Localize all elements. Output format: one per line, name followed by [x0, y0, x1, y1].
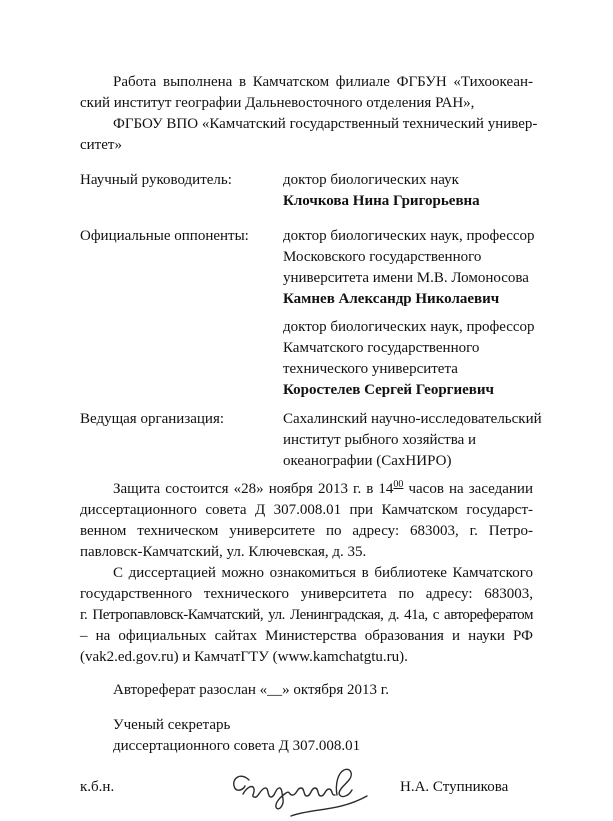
- library-line4: – на официальных сайтах Министерства образования и науки РФ: [80, 628, 533, 644]
- intro-p1-line2: ский институт географии Дальневосточного отделения РАН»,: [80, 95, 475, 111]
- opponents-value: [283, 226, 533, 401]
- opponent1-line3: университета имени М.В. Ломоносова: [283, 270, 529, 286]
- library-line1: С диссертацией можно ознакомиться в библиотеке Камчатского: [113, 565, 533, 581]
- library-line2: государственного технического университета по адресу: 683003,: [80, 586, 533, 602]
- secretary-block: [80, 715, 533, 757]
- opponent-first: [283, 226, 533, 310]
- supervisor-label: Научный руководитель:: [80, 172, 232, 188]
- secretary-line2: диссертационного совета Д 307.008.01: [113, 738, 361, 754]
- defense-line4: павловск-Камчатский, ул. Ключевская, д. 35.: [80, 544, 367, 560]
- defense-line1: [80, 474, 533, 500]
- defense-line3: венном техническом университете по адресу: 683003, г. Петро-: [80, 523, 533, 539]
- opponents-row: [80, 226, 533, 401]
- secretary-line1: Ученый секретарь: [113, 717, 231, 733]
- handwritten-signature: [228, 766, 373, 821]
- library-paragraph: [80, 563, 533, 668]
- leading-org-line1: Сахалинский научно-исследовательский: [283, 411, 542, 427]
- opponent1-line2: Московского государственного: [283, 249, 482, 265]
- signature-row: [80, 769, 533, 821]
- opponent1-name: Камнев Александр Николаевич: [283, 291, 500, 307]
- defense-line2: диссертационного совета Д 307.008.01 при Камчатском государст-: [80, 502, 533, 518]
- intro-paragraph-2: [80, 114, 538, 156]
- intro-paragraph-1: [80, 72, 533, 114]
- defense-line1-post: часов на заседании: [403, 481, 533, 497]
- intro-p2-line1: ФГБОУ ВПО «Камчатский государственный технический универ-: [113, 116, 538, 132]
- defense-line1-pre: Защита состоится «28» ноября 2013 г. в 14: [113, 481, 394, 497]
- defense-paragraph: [80, 474, 533, 563]
- intro-p1-line1: Работа выполнена в Камчатском филиале ФГБУН «Тихоокеан-: [113, 74, 533, 90]
- abstract-mailed-line: Автореферат разослан «__» октября 2013 г.: [113, 682, 389, 698]
- leading-org-value: [283, 409, 542, 472]
- opponent-second: [283, 317, 533, 401]
- opponent2-name: Коростелев Сергей Георгиевич: [283, 382, 494, 398]
- defense-time-superscript: 00: [393, 479, 404, 490]
- leading-org-row: [80, 409, 542, 472]
- supervisor-value: [283, 170, 533, 212]
- leading-org-line3: океанографии (СахНИРО): [283, 453, 452, 469]
- opponent2-line3: технического университета: [283, 361, 458, 377]
- opponent2-line2: Камчатского государственного: [283, 340, 480, 356]
- intro-p2-line2: ситет»: [80, 137, 122, 153]
- signoff-name: Н.А. Ступникова: [400, 779, 509, 795]
- library-line3: г. Петропавловск-Камчатский, ул. Ленинградская, д. 41а, с авторефератом: [80, 607, 533, 623]
- supervisor-row: [80, 170, 533, 212]
- leading-org-line2: институт рыбного хозяйства и: [283, 432, 477, 448]
- library-line5: (vak2.ed.gov.ru) и КамчатГТУ (www.kamchatgtu.ru).: [80, 649, 408, 665]
- opponent2-line1: доктор биологических наук, профессор: [283, 319, 535, 335]
- opponents-label: Официальные оппоненты:: [80, 228, 249, 244]
- leading-org-label: Ведущая организация:: [80, 411, 225, 427]
- supervisor-degree: доктор биологических наук: [283, 172, 459, 188]
- opponent1-line1: доктор биологических наук, профессор: [283, 228, 535, 244]
- signoff-degree: к.б.н.: [80, 779, 115, 795]
- supervisor-name: Клочкова Нина Григорьевна: [283, 193, 480, 209]
